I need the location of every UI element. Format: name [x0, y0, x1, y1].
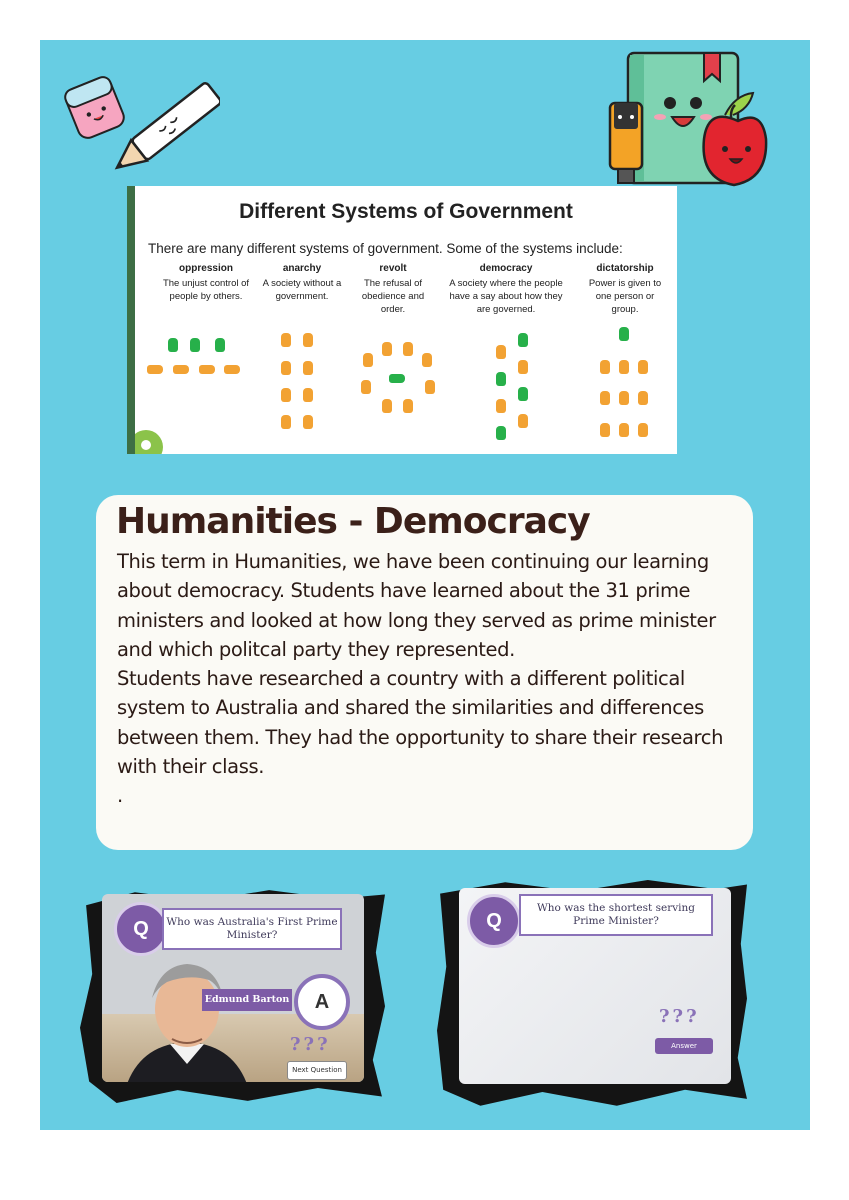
article-paragraph: Students have researched a country with a different political system to Australia and shared the similarities and differences between them. They had the opportunity to share their research with their class. — [117, 667, 724, 779]
article-card — [96, 495, 753, 850]
answer-button[interactable]: Answer — [655, 1038, 713, 1054]
system-term: revolt — [379, 263, 407, 274]
book-apple-illustration — [600, 45, 785, 195]
system-definition: The unjust control of people by others. — [162, 278, 250, 302]
system-definition: A society without a government. — [262, 278, 342, 302]
question-badge: Q — [467, 894, 521, 948]
next-question-button[interactable]: Next Question — [287, 1061, 347, 1080]
slide-logo — [129, 430, 163, 454]
system-definition: The refusal of obedience and order. — [361, 278, 425, 315]
question-marks: ??? — [659, 1006, 700, 1027]
article-paragraph: This term in Humanities, we have been continuing our learning about democracy. Students have learned about the 31 prime ministers and looked at how long they served as prime minister and which politcal party they represented. — [117, 550, 716, 661]
system-term: democracy — [479, 263, 533, 274]
system-term: anarchy — [282, 263, 322, 274]
quiz-photo-left — [80, 878, 385, 1110]
system-term: dictatorship — [596, 263, 654, 274]
system-revolt — [353, 263, 433, 316]
system-definition: Power is given to one person or group. — [588, 278, 662, 315]
system-dictatorship — [581, 263, 669, 316]
answer-badge: A — [294, 974, 350, 1030]
portrait-illustration — [122, 964, 252, 1082]
government-systems-slide — [127, 186, 677, 454]
slide-intro: There are many different systems of government. Some of the systems include: — [148, 241, 623, 256]
article-title: Humanities - Democracy — [116, 501, 590, 542]
system-term: oppression — [179, 263, 233, 274]
eraser-pencil-illustration — [60, 65, 220, 175]
system-anarchy — [262, 263, 342, 303]
quiz-photo-right — [437, 872, 747, 1112]
article-body — [117, 547, 742, 811]
question-text: Who was Australia's First Prime Minister? — [162, 908, 342, 950]
system-oppression — [153, 263, 259, 303]
question-marks: ??? — [290, 1034, 331, 1055]
question-text: Who was the shortest serving Prime Minister? — [519, 894, 713, 936]
article-trailing-dot: . — [117, 784, 123, 808]
question-badge: Q — [114, 902, 168, 956]
system-definition: A society where the people have a say about how they are governed. — [449, 278, 563, 315]
system-democracy — [445, 263, 567, 316]
answer-name-label: Edmund Barton — [202, 989, 292, 1011]
slide-title: Different Systems of Government — [239, 200, 573, 223]
